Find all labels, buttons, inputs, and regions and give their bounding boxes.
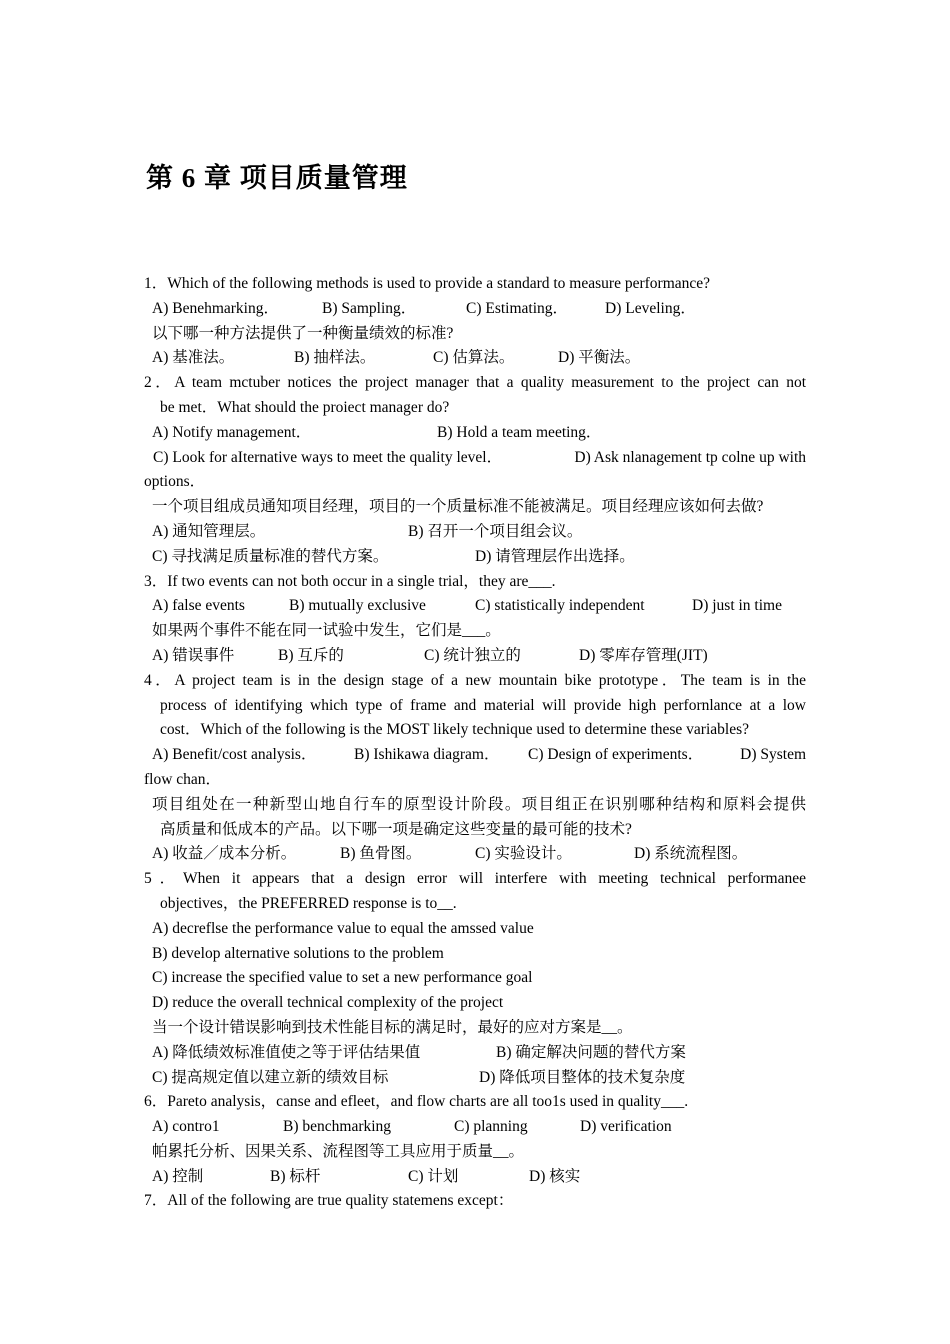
- q3-cn-option-d: D) 零库存管理(JIT): [579, 646, 708, 664]
- q1-option-a: A) Benehmarking．: [152, 299, 279, 317]
- q6-stem: 6．Pareto analysis，canse and efleet，and flow charts are all too1s used in quality___.: [144, 1093, 689, 1111]
- q6-cn-options: [144, 1165, 806, 1190]
- q5-cn-stem: 当一个设计错误影响到技术性能目标的满足时，最好的应对方案是__。: [152, 1018, 633, 1036]
- q4-cn-stem-line-2: 高质量和低成本的产品。以下哪一项是确定这些变量的最可能的技术?: [160, 820, 632, 838]
- q5-option-a: A) decreflse the performance value to equal the amssed value: [152, 919, 534, 937]
- q5-cn-options-ab: [144, 1041, 806, 1066]
- q6-option-d: D) verification: [580, 1118, 672, 1136]
- q2-option-b: B) Hold a team meeting．: [437, 423, 602, 441]
- q2-cn-options-cd: [144, 545, 806, 570]
- q6-cn-option-c: C) 计划: [408, 1167, 459, 1185]
- q3-option-a: A) false events: [152, 597, 245, 615]
- q1-cn-stem: 以下哪一种方法提供了一种衡量绩效的标准?: [152, 324, 454, 342]
- q3-cn-options: [144, 644, 806, 669]
- q3-cn-option-a: A) 错误事件: [152, 646, 235, 664]
- q5-cn-option-d: D) 降低项目整体的技术复杂度: [479, 1068, 686, 1086]
- q5-cn-option-b: B) 确定解决问题的替代方案: [496, 1043, 686, 1061]
- q3-options: [144, 594, 806, 619]
- q3-stem: 3．If two events can not both occur in a single trial，they are___.: [144, 572, 556, 590]
- question-list: [144, 272, 806, 1214]
- q2-cn-option-b: B) 召开一个项目组会议。: [408, 522, 583, 540]
- q4-cn-stem-line-1: 项目组处在一种新型山地自行车的原型设计阶段。项目组正在识别哪种结构和原料会提供: [152, 795, 806, 813]
- q4-option-d: D) System: [740, 746, 806, 764]
- q1-cn-option-c: C) 估算法。: [433, 349, 515, 367]
- q4-option-c: C) Design of experiments．: [528, 746, 704, 764]
- q2-options-cd: [144, 446, 806, 471]
- q5-cn-option-a: A) 降低绩效标准值使之等于评估结果值: [152, 1043, 421, 1061]
- q6-cn-option-b: B) 标杆: [270, 1167, 321, 1185]
- q2-options-ab: [144, 421, 806, 446]
- q2-option-d-cont: options．: [144, 473, 206, 491]
- q2-cn-options-ab: [144, 520, 806, 545]
- q4-cn-option-c: C) 实验设计。: [475, 845, 572, 863]
- q1-cn-option-b: B) 抽样法。: [294, 349, 376, 367]
- q4-option-a: A) Benefit/cost analysis．: [152, 746, 317, 764]
- q4-stem-line-1: 4．A project team is in the design stage of a new mountain bike prototype．The team is in the: [144, 671, 806, 689]
- q4-stem-line-2: process of identifying which type of frame and material will provide high perfornlance at a low: [160, 696, 806, 714]
- q6-cn-stem: 帕累托分析、因果关系、流程图等工具应用于质量__。: [152, 1142, 525, 1160]
- q6-option-a: A) contro1: [152, 1118, 220, 1136]
- q3-option-b: B) mutually exclusive: [289, 597, 426, 615]
- q1-cn-options: [144, 346, 806, 371]
- q4-cn-option-a: A) 收益／成本分析。: [152, 845, 297, 863]
- q2-option-c: C) Look for aIternative ways to meet the quality level．: [153, 448, 503, 466]
- q5-cn-options-cd: [144, 1066, 806, 1091]
- q1-cn-option-d: D) 平衡法。: [558, 349, 641, 367]
- q1-option-d: D) Leveling．: [605, 299, 696, 317]
- q2-cn-stem: 一个项目组成员通知项目经理，项目的一个质量标准不能被满足。项目经理应该如何去做?: [152, 498, 764, 516]
- q2-option-d: D) Ask nlanagement tp colne up with: [574, 448, 806, 466]
- q5-option-d: D) reduce the overall technical complexity of the project: [152, 994, 504, 1012]
- q1-stem: 1．Which of the following methods is used to provide a standard to measure performance?: [144, 275, 711, 292]
- q2-cn-option-c: C) 寻找满足质量标准的替代方案。: [152, 547, 389, 565]
- q1-option-c: C) Estimating．: [466, 299, 569, 317]
- q4-cn-option-b: B) 鱼骨图。: [340, 845, 422, 863]
- q4-cn-options: [144, 842, 806, 867]
- q7-stem: 7．All of the following are true quality statemens except：: [144, 1192, 514, 1210]
- q5-option-b: B) develop alternative solutions to the problem: [152, 944, 444, 962]
- q2-option-a: A) Notify management．: [152, 423, 312, 441]
- q5-stem-line-2: objectives，the PREFERRED response is to__.: [160, 894, 457, 912]
- q6-option-b: B) benchmarking: [283, 1118, 392, 1136]
- q3-cn-option-b: B) 互斥的: [278, 646, 344, 664]
- q4-options: [144, 743, 806, 768]
- q3-cn-option-c: C) 统计独立的: [424, 646, 521, 664]
- q6-options: [144, 1115, 806, 1140]
- q5-stem-line-1: 5．When it appears that a design error will interfere with meeting technical performanee: [144, 870, 806, 888]
- q1-option-b: B) Sampling．: [322, 299, 417, 317]
- q2-stem-line-2: be met．What should the proiect manager do?: [160, 398, 450, 416]
- q6-cn-option-a: A) 控制: [152, 1167, 204, 1185]
- q6-option-c: C) planning: [454, 1118, 528, 1136]
- q3-cn-stem: 如果两个事件不能在同一试验中发生，它们是___。: [152, 622, 501, 640]
- q3-option-d: D) just in time: [692, 597, 782, 615]
- q4-option-d-cont: flow chan．: [144, 770, 222, 788]
- q1-options: [144, 297, 806, 322]
- q1-cn-option-a: A) 基准法。: [152, 349, 235, 367]
- chapter-title: 第 6 章 项目质量管理: [146, 163, 408, 193]
- q6-cn-option-d: D) 核实: [529, 1167, 581, 1185]
- q4-cn-option-d: D) 系统流程图。: [634, 845, 748, 863]
- q3-option-c: C) statistically independent: [475, 597, 645, 615]
- q4-stem-line-3: cost．Which of the following is the MOST likely technique used to determine these variables?: [160, 721, 750, 739]
- q4-option-b: B) Ishikawa diagram．: [354, 746, 500, 764]
- q2-cn-option-a: A) 通知管理层。: [152, 522, 266, 540]
- q2-cn-option-d: D) 请管理层作出选择。: [475, 547, 635, 565]
- q5-option-c: C) increase the specified value to set a new performance goal: [152, 969, 533, 987]
- q5-cn-option-c: C) 提高规定值以建立新的绩效目标: [152, 1068, 389, 1086]
- q2-stem-line-1: 2．A team mctuber notices the project manager that a quality measurement to the project can not: [144, 374, 806, 392]
